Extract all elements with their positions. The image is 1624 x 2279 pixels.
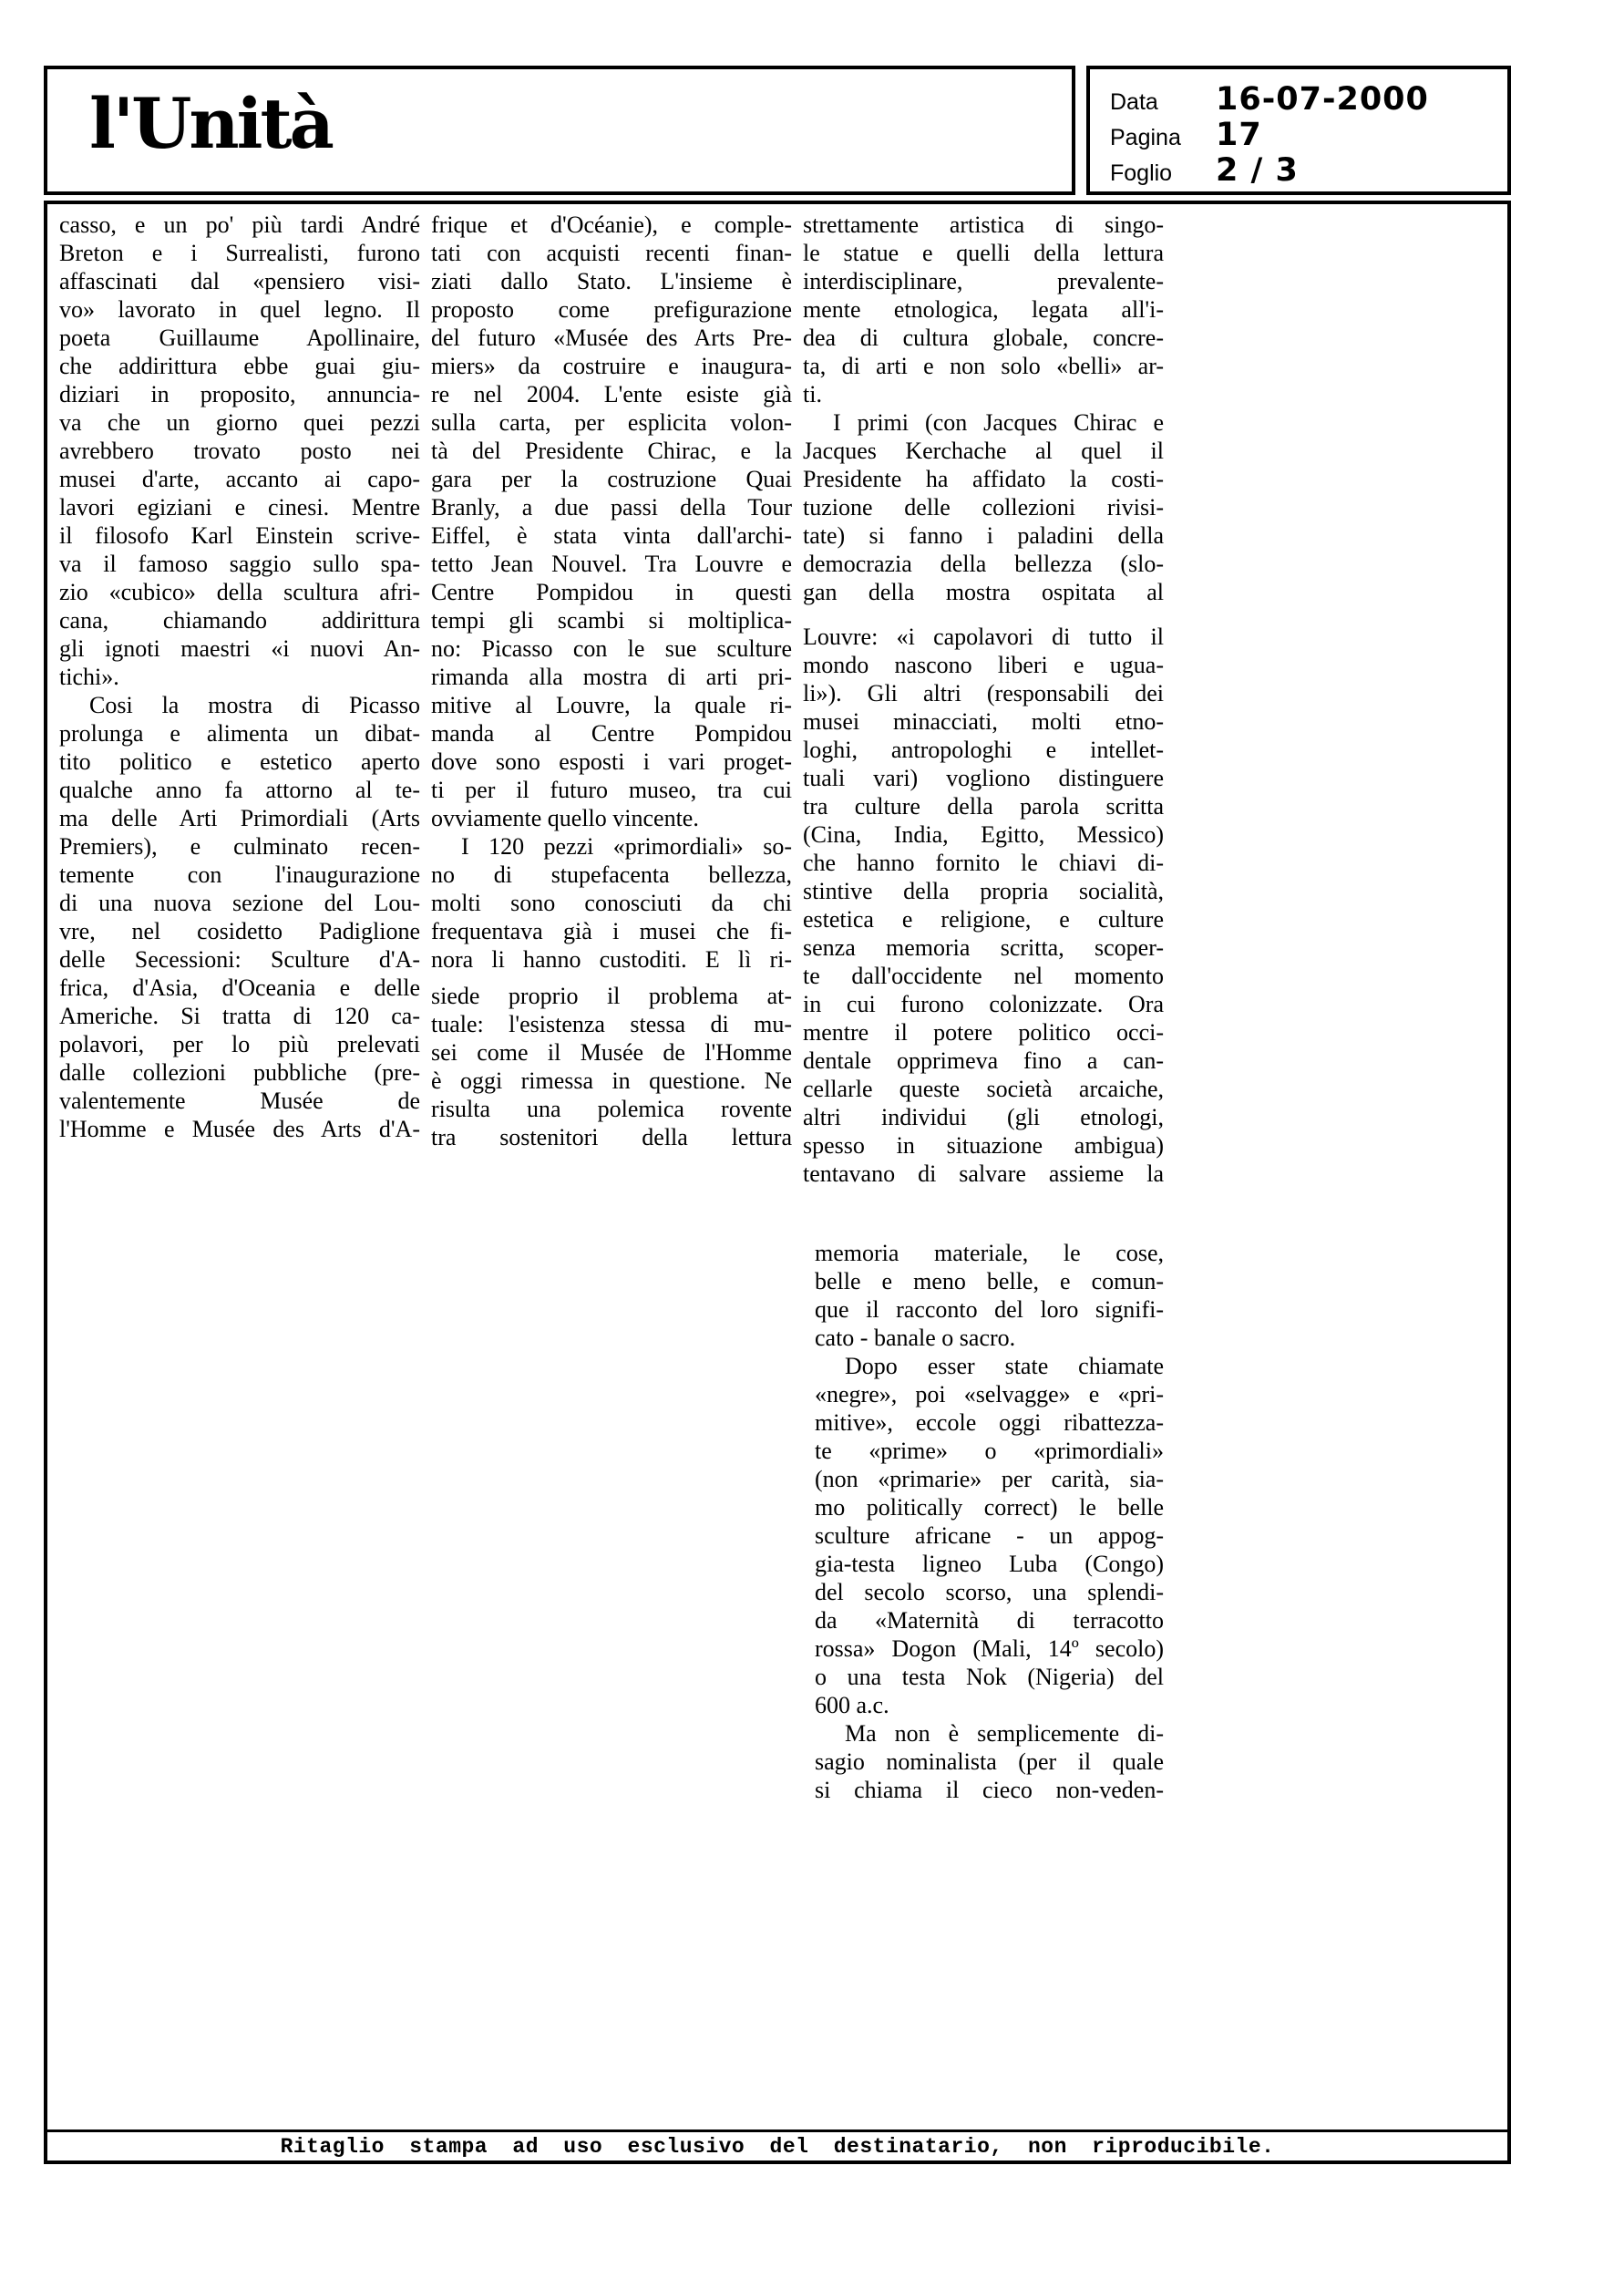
article-line: ma delle Arti Primordiali (Arts (59, 805, 420, 831)
article-line: tempi gli scambi si moltiplica- (431, 607, 792, 634)
article-line: Centre Pompidou in questi (431, 579, 792, 605)
article-line: siede proprio il problema at- (431, 983, 792, 1009)
article-line: lavori egiziani e cinesi. Mentre (59, 494, 420, 521)
article-line: tà del Presidente Chirac, e la (431, 438, 792, 464)
article-line: cellarle queste società arcaiche, (803, 1076, 1164, 1102)
article-line: da «Maternità di terracotto (815, 1607, 1164, 1634)
paragraph-block (815, 1352, 1164, 1719)
paragraph-block (431, 832, 792, 974)
article-line: affascinati dal «pensiero visi- (59, 268, 420, 294)
article-line: cana, chiamando addirittura (59, 607, 420, 634)
article-line: frica, d'Asia, d'Oceania e delle (59, 975, 420, 1001)
article-line: nora li hanno custoditi. E lì ri- (431, 946, 792, 973)
article-line: cato - banale o sacro. (815, 1325, 1016, 1351)
article-line: I 120 pezzi «primordiali» so- (461, 833, 792, 860)
article-line: no di stupefacenta bellezza, (431, 861, 792, 888)
article-line: va che un giorno quei pezzi (59, 409, 420, 436)
article-line: molti sono conosciuti da chi (431, 890, 792, 916)
article-line: 600 a.c. (815, 1692, 889, 1718)
article-line: tati con acquisti recenti finan- (431, 240, 792, 266)
article-line: tra culture della parola scritta (803, 793, 1164, 820)
date-label: Data (1110, 89, 1158, 115)
article-line: Louvre: «i capolavori di tutto il (803, 624, 1164, 650)
article-line: memoria materiale, le cose, (815, 1240, 1164, 1266)
article-line: Dopo esser state chiamate (845, 1353, 1164, 1379)
article-line: zio «cubico» della scultura afri- (59, 579, 420, 605)
article-column (59, 211, 420, 1143)
article-line: frique et d'Océanie), e comple- (431, 211, 792, 238)
article-line: poeta Guillaume Apollinaire, (59, 325, 420, 351)
article-line: Breton e i Surrealisti, furono (59, 240, 420, 266)
article-line: o una testa Nok (Nigeria) del (815, 1664, 1164, 1690)
article-line: sulla carta, per esplicita volon- (431, 409, 792, 436)
article-line: altri individui (gli etnologi, (803, 1104, 1164, 1130)
article-line: ziati dallo Stato. L'insieme è (431, 268, 792, 294)
article-line: mentre il potere politico occi- (803, 1019, 1164, 1046)
article-line: loghi, antropologhi e intellet- (803, 737, 1164, 763)
article-box (44, 201, 1511, 2164)
article-line: musei minacciati, molti etno- (803, 708, 1164, 735)
article-line: gli ignoti maestri «i nuovi An- (59, 635, 420, 662)
article-line: l'Homme e Musée des Arts d'A- (59, 1116, 420, 1142)
article-line: del futuro «Musée des Arts Pre- (431, 325, 792, 351)
article-line: rimanda alla mostra di arti pri- (431, 664, 792, 690)
article-line: dentale opprimeva fino a can- (803, 1047, 1164, 1074)
article-line: I primi (con Jacques Chirac e (833, 409, 1164, 436)
article-line: (non «primarie» per carità, sia- (815, 1466, 1164, 1492)
clipping-info-box (1086, 66, 1511, 195)
article-line: Americhe. Si tratta di 120 ca- (59, 1003, 420, 1029)
article-line: te «prime» o «primordiali» (815, 1438, 1164, 1464)
article-line: stintive della propria socialità, (803, 878, 1164, 904)
article-line: interdisciplinare, prevalente- (803, 268, 1164, 294)
article-line: di una nuova sezione del Lou- (59, 890, 420, 916)
article-line: che addirittura ebbe guai giu- (59, 353, 420, 379)
article-line: tuzione delle collezioni rivisi- (803, 494, 1164, 521)
date-field (1110, 81, 1507, 117)
article-line: rossa» Dogon (Mali, 14º secolo) (815, 1635, 1164, 1662)
article-line: sculture africane - un appog- (815, 1522, 1164, 1549)
article-line: Presidente ha affidato la costi- (803, 466, 1164, 492)
paragraph-block (431, 982, 792, 1151)
paragraph-block (59, 691, 420, 1143)
article-line: sei come il Musée de l'Homme (431, 1039, 792, 1066)
article-line: dea di cultura globale, concre- (803, 325, 1164, 351)
article-line: re nel 2004. L'ente esiste già (431, 381, 792, 407)
article-line: ovviamente quello vincente. (431, 805, 699, 831)
article-line: ti. (803, 381, 822, 407)
article-line: ti per il futuro museo, tra cui (431, 777, 792, 803)
page-value: 17 (1216, 117, 1262, 153)
footer-disclaimer: Ritaglio stampa ad uso esclusivo del destinatario, non riproducibile. (280, 2134, 1275, 2159)
article-line: che hanno fornito le chiavi di- (803, 850, 1164, 876)
article-line: Eiffel, è stata vinta dall'archi- (431, 522, 792, 549)
article-line: gan della mostra ospitata al (803, 579, 1164, 605)
article-line: strettamente artistica di singo- (803, 211, 1164, 238)
article-line: spesso in situazione ambigua) (803, 1132, 1164, 1159)
sheet-value: 2 / 3 (1216, 152, 1299, 189)
newspaper-logo: l'Unità (89, 83, 332, 164)
article-line: «negre», poi «selvagge» e «pri- (815, 1381, 1164, 1408)
sheet-label: Foglio (1110, 160, 1173, 186)
article-line: delle Secessioni: Sculture d'A- (59, 946, 420, 973)
masthead-box (44, 66, 1075, 195)
article-line: in cui furono colonizzate. Ora (803, 991, 1164, 1017)
article-line: Jacques Kerchache al quel il (803, 438, 1164, 464)
article-line: tichi». (59, 664, 119, 690)
article-line: dove sono esposti i vari proget- (431, 748, 792, 775)
article-line: si chiama il cieco non-veden- (815, 1777, 1164, 1803)
article-line: ta, di arti e non solo «belli» ar- (803, 353, 1164, 379)
article-line: tate) si fanno i paladini della (803, 522, 1164, 549)
article-line: il filosofo Karl Einstein scrive- (59, 522, 420, 549)
article-column (803, 211, 1164, 1804)
article-line: mondo nascono liberi e ugua- (803, 652, 1164, 678)
article-line: va il famoso saggio sullo spa- (59, 551, 420, 577)
article-line: miers» da costruire e inaugura- (431, 353, 792, 379)
page-label: Pagina (1110, 125, 1181, 150)
article-line: avrebbero trovato posto nei (59, 438, 420, 464)
article-line: mo politically correct) le belle (815, 1494, 1164, 1521)
article-line: tito politico e estetico aperto (59, 748, 420, 775)
article-column (431, 211, 792, 1151)
article-line: polavori, per lo più prelevati (59, 1031, 420, 1057)
article-line: mitive al Louvre, la quale ri- (431, 692, 792, 718)
article-line: tetto Jean Nouvel. Tra Louvre e (431, 551, 792, 577)
paragraph-block (803, 408, 1164, 606)
paragraph-block (815, 1719, 1164, 1804)
article-line: te dall'occidente nel momento (803, 963, 1164, 989)
article-line: casso, e un po' più tardi André (59, 211, 420, 238)
article-line: no: Picasso con le sue sculture (431, 635, 792, 662)
article-line: risulta una polemica rovente (431, 1096, 792, 1122)
paragraph-block (431, 211, 792, 832)
article-line: frequentava già i musei che fi- (431, 918, 792, 944)
article-line: prolunga e alimenta un dibat- (59, 720, 420, 747)
page-field (1110, 117, 1507, 152)
article-line: li»). Gli altri (responsabili dei (803, 680, 1164, 706)
article-line: tra sostenitori della lettura (431, 1124, 792, 1150)
article-line: Branly, a due passi della Tour (431, 494, 792, 521)
article-line: vo» lavorato in quel legno. Il (59, 296, 420, 323)
article-line: proposto come prefigurazione (431, 296, 792, 323)
article-line: que il racconto del loro signifi- (815, 1296, 1164, 1323)
article-line: belle e meno belle, e comun- (815, 1268, 1164, 1294)
article-columns (59, 211, 1164, 1804)
article-line: estetica e religione, e culture (803, 906, 1164, 933)
date-value: 16-07-2000 (1216, 81, 1429, 118)
article-line: mente etnologica, legata all'i- (803, 296, 1164, 323)
article-line: tuale: l'esistenza stessa di mu- (431, 1011, 792, 1037)
paragraph-block (59, 211, 420, 691)
footer-band (47, 2129, 1507, 2160)
article-line: è oggi rimessa in questione. Ne (431, 1067, 792, 1094)
article-line: Ma non è semplicemente di- (845, 1720, 1164, 1747)
paragraph-block (815, 1239, 1164, 1352)
article-line: del secolo scorso, una splendi- (815, 1579, 1164, 1605)
article-line: (Cina, India, Egitto, Messico) (803, 821, 1164, 848)
paragraph-block (803, 211, 1164, 408)
paragraph-block (803, 623, 1164, 1188)
article-line: valentemente Musée de (59, 1088, 420, 1114)
sheet-field (1110, 152, 1507, 188)
article-line: manda al Centre Pompidou (431, 720, 792, 747)
article-line: tentavano di salvare assieme la (803, 1160, 1164, 1187)
article-line: senza memoria scritta, scoper- (803, 934, 1164, 961)
article-line: vre, nel cosidetto Padiglione (59, 918, 420, 944)
article-line: democrazia della bellezza (slo- (803, 551, 1164, 577)
article-line: musei d'arte, accanto ai capo- (59, 466, 420, 492)
article-line: tuali vari) vogliono distinguere (803, 765, 1164, 791)
article-line: le statue e quelli della lettura (803, 240, 1164, 266)
article-line: diziari in proposito, annuncia- (59, 381, 420, 407)
article-line: sagio nominalista (per il quale (815, 1748, 1164, 1775)
article-line: Cosi la mostra di Picasso (89, 692, 420, 718)
article-line: gia-testa ligneo Luba (Congo) (815, 1551, 1164, 1577)
article-line: mitive», eccole oggi ribattezza- (815, 1409, 1164, 1436)
article-line: dalle collezioni pubbliche (pre- (59, 1059, 420, 1086)
article-line: qualche anno fa attorno al te- (59, 777, 420, 803)
article-line: gara per la costruzione Quai (431, 466, 792, 492)
article-line: temente con l'inaugurazione (59, 861, 420, 888)
article-line: Premiers), e culminato recen- (59, 833, 420, 860)
